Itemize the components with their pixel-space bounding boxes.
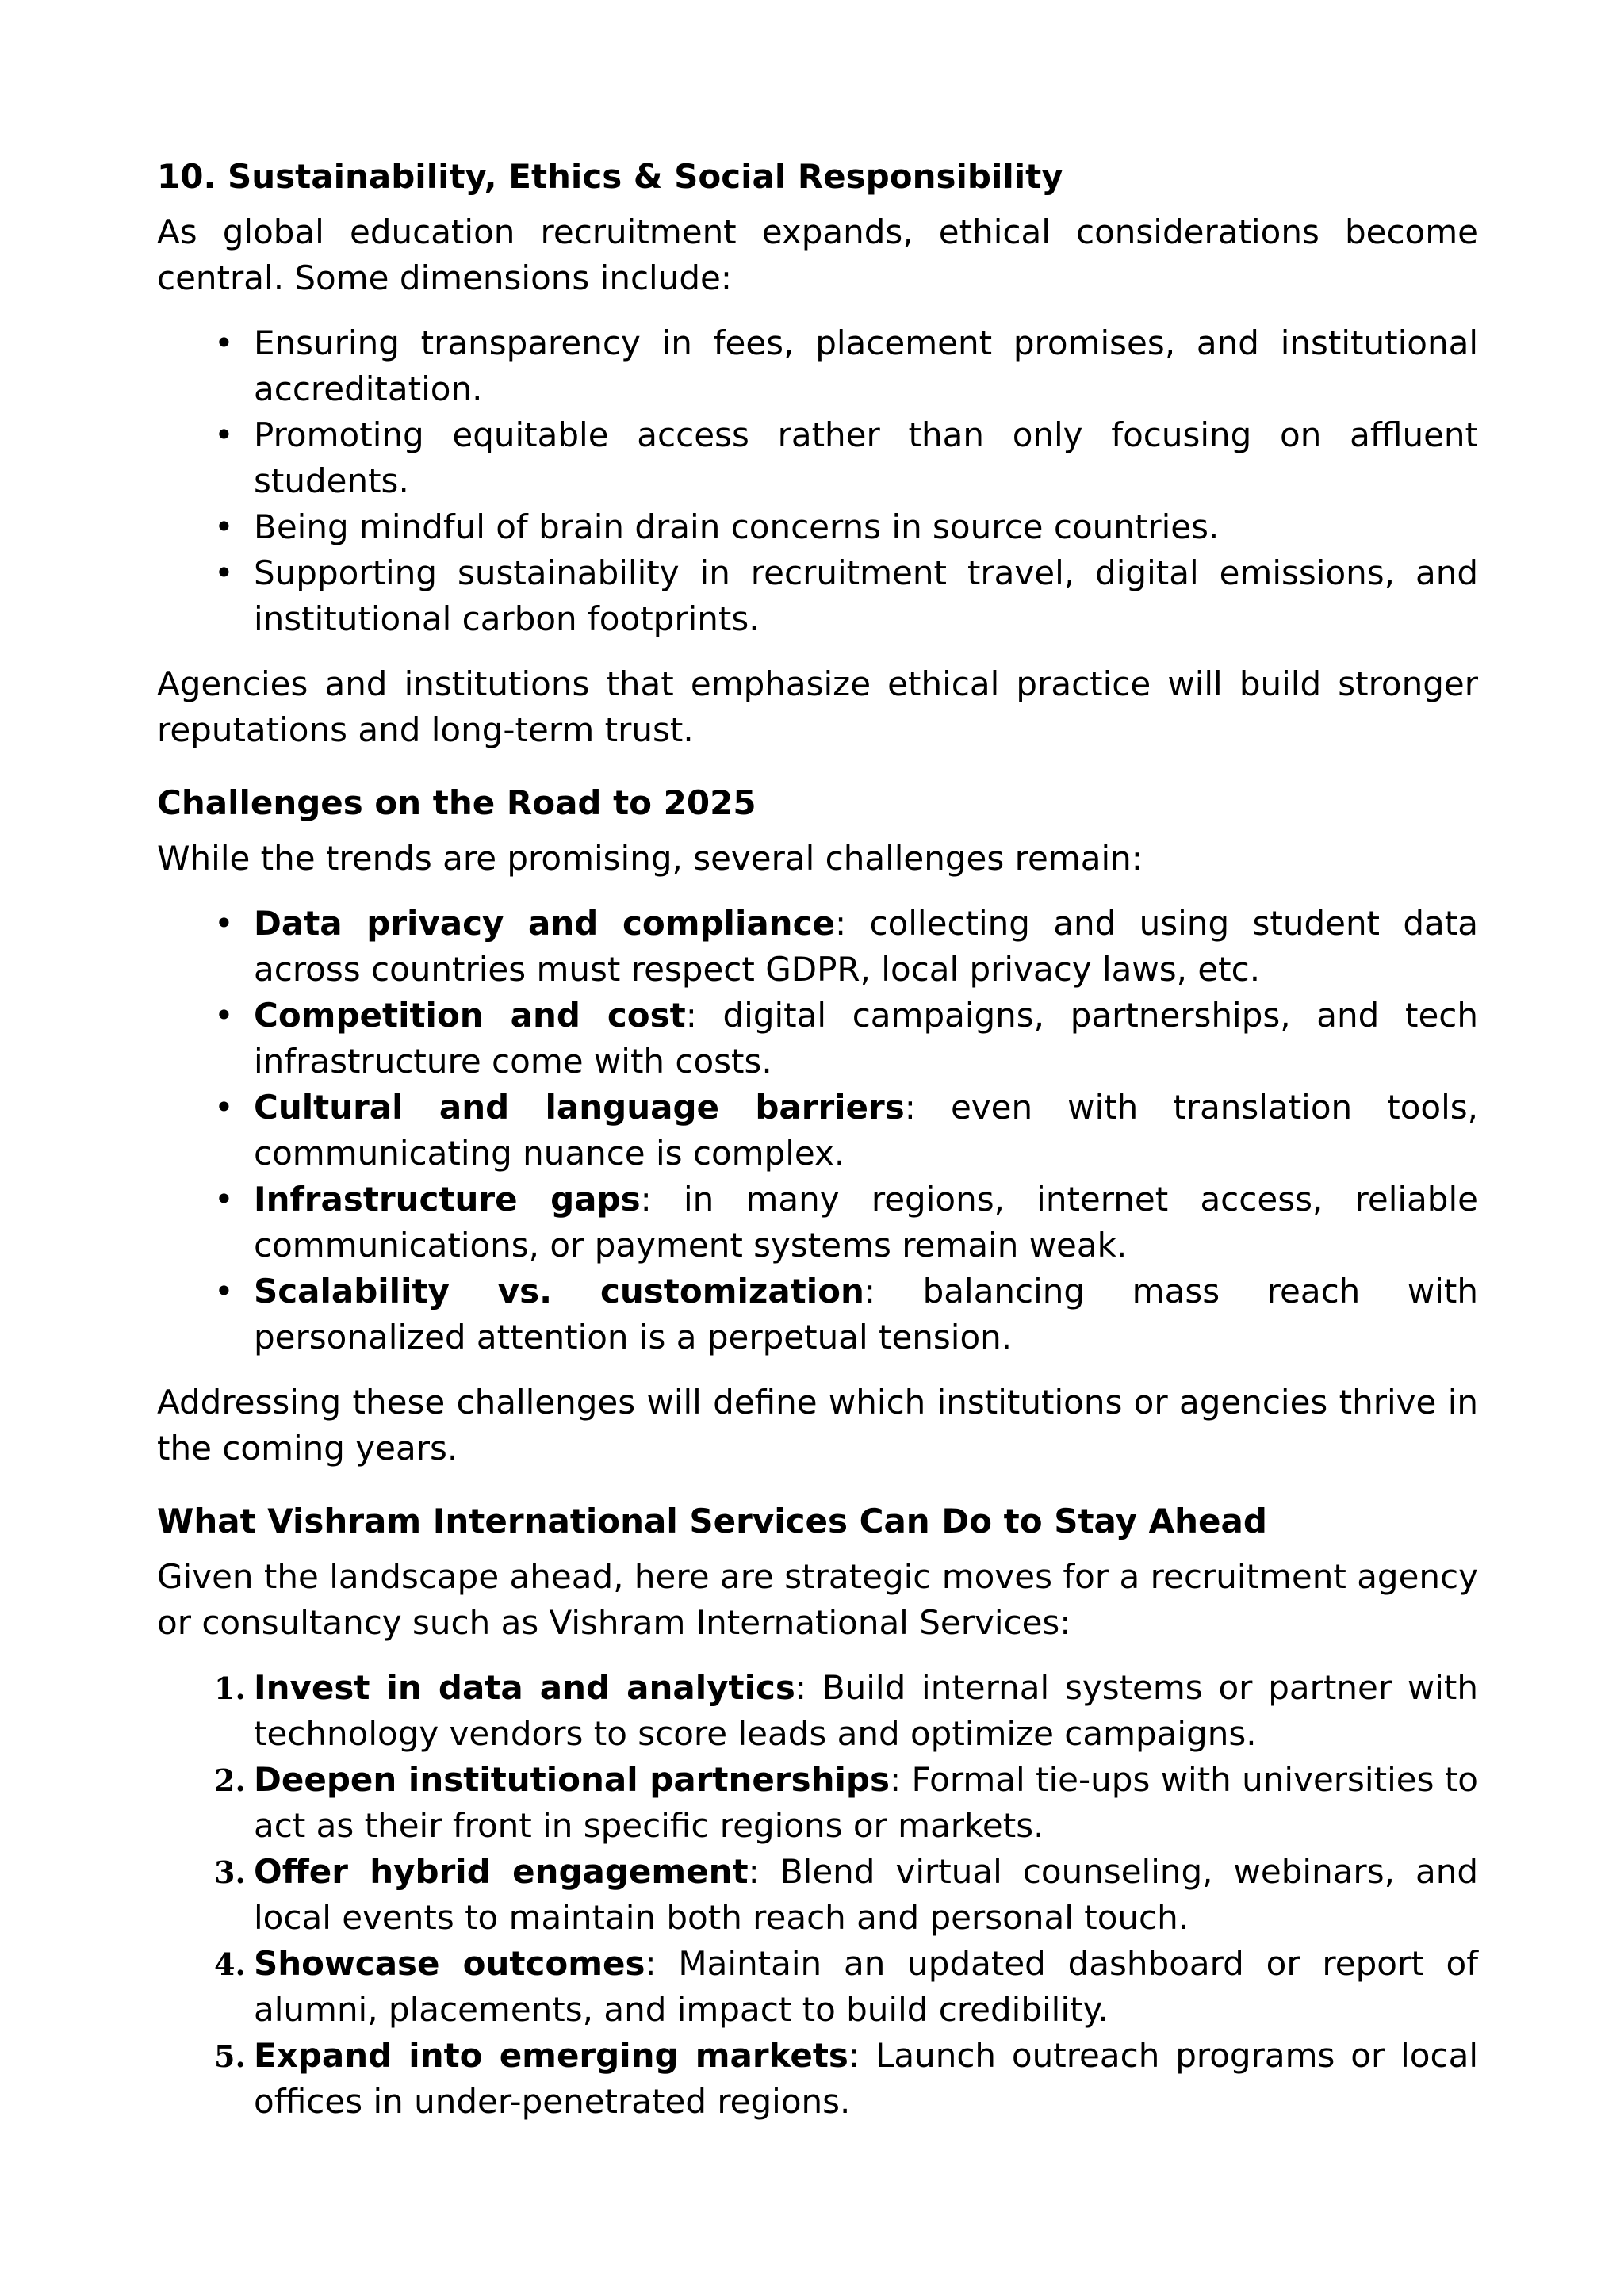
section-heading-challenges: Challenges on the Road to 2025	[157, 783, 756, 822]
list-item: 3. Offer hybrid engagement: Blend virtual counseling, webinars, and local events to maintain both reach and personal touch.	[214, 1852, 1478, 1937]
bullet-icon: •	[214, 904, 234, 943]
list-item: • Infrastructure gaps: in many regions, internet access, reliable communications, or payment systems remain weak.	[254, 1177, 1478, 1269]
list-item: • Scalability vs. customization: balancing mass reach with personalized attention is a perpetual tension.	[254, 1269, 1478, 1360]
section-heading-sustainability: 10. Sustainability, Ethics & Social Responsibility	[157, 157, 1063, 196]
list-item: • Supporting sustainability in recruitment travel, digital emissions, and institutional carbon footprints.	[254, 550, 1478, 642]
list-item: 2. Deepen institutional partnerships: Formal tie-ups with universities to act as their front in specific regions or markets.	[214, 1760, 1478, 1845]
bullet-icon: •	[214, 323, 234, 362]
list-item: • Competition and cost: digital campaigns, partnerships, and tech infrastructure come with costs.	[254, 993, 1478, 1085]
list-item: 1. Invest in data and analytics: Build internal systems or partner with technology vendors to score leads and optimize campaigns.	[214, 1668, 1478, 1753]
bullet-list-challenges	[157, 901, 1478, 1360]
bullet-list-sustainability	[157, 320, 1478, 642]
section-closing-challenges: Addressing these challenges will define which institutions or agencies thrive in the coming years.	[157, 1383, 1478, 1468]
bullet-icon: •	[214, 1180, 234, 1219]
bullet-icon: •	[214, 1088, 234, 1127]
bullet-icon: •	[214, 1272, 234, 1311]
list-item: • Being mindful of brain drain concerns in source countries.	[254, 504, 1478, 550]
list-item: • Data privacy and compliance: collecting and using student data across countries must respect GDPR, local privacy laws, etc.	[254, 901, 1478, 993]
section-intro-challenges: While the trends are promising, several challenges remain:	[157, 839, 1143, 878]
list-item: • Promoting equitable access rather than only focusing on affluent students.	[254, 412, 1478, 504]
list-item: • Ensuring transparency in fees, placement promises, and institutional accreditation.	[254, 320, 1478, 412]
list-item: • Cultural and language barriers: even with translation tools, communicating nuance is complex.	[254, 1085, 1478, 1177]
bullet-icon: •	[214, 553, 234, 592]
section-heading-vishram: What Vishram International Services Can Do to Stay Ahead	[157, 1502, 1267, 1540]
bullet-icon: •	[214, 415, 234, 454]
section-intro-sustainability: As global education recruitment expands, ethical considerations become central. Some dimensions include:	[157, 212, 1478, 297]
document-page	[157, 154, 1478, 2125]
section-closing-sustainability: Agencies and institutions that emphasize ethical practice will build stronger reputations and long-term trust.	[157, 664, 1478, 749]
section-intro-vishram: Given the landscape ahead, here are strategic moves for a recruitment agency or consultancy such as Vishram International Services:	[157, 1557, 1478, 1642]
bullet-icon: •	[214, 507, 234, 546]
numbered-list-vishram	[157, 1665, 1478, 2125]
list-item: 4. Showcase outcomes: Maintain an updated dashboard or report of alumni, placements, and impact to build credibility.	[214, 1944, 1478, 2029]
list-item: 5. Expand into emerging markets: Launch outreach programs or local offices in under-penetrated regions.	[214, 2036, 1478, 2121]
bullet-icon: •	[214, 996, 234, 1035]
